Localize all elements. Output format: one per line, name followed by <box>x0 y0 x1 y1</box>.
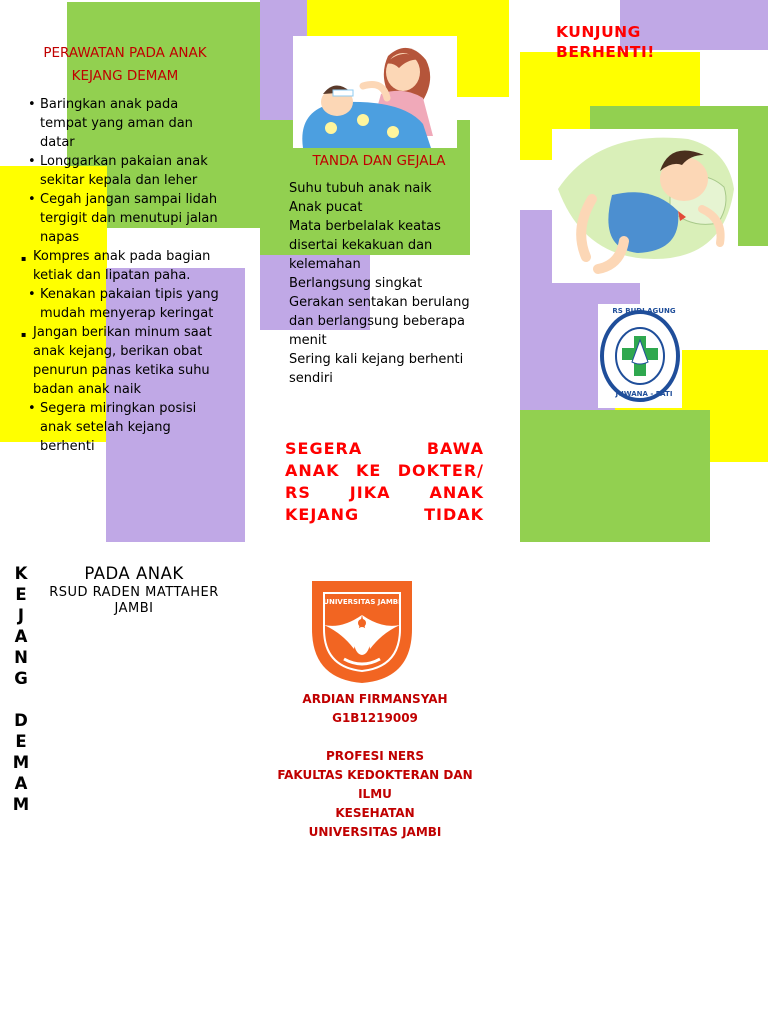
list-item: Sering kali kejang berhenti sendiri <box>289 352 464 386</box>
hospital-name: RSUD RADEN MATTAHER JAMBI <box>49 585 219 616</box>
cover-subtitle: PADA ANAK <box>84 564 184 583</box>
care-steps-list <box>21 95 228 456</box>
author-info: ARDIAN FIRMANSYAH G1B1219009 PROFESI NERS FAKULTAS KEDOKTERAN DAN ILMU KESEHATAN UNIVERSITAS JAMBI <box>262 690 488 842</box>
list-item: • Cegah jangan sampai lidah tergigit dan menutupi jalan napas <box>28 192 218 245</box>
list-item: Anak pucat <box>289 200 363 215</box>
list-item: • Baringkan anak pada tempat yang aman dan datar <box>28 97 193 150</box>
hospital-logo-text-top: RS BUDI AGUNG <box>612 307 676 315</box>
list-item: Suhu tubuh anak naik <box>289 181 432 196</box>
mother-child-illustration <box>293 36 457 148</box>
signs-title: TANDA DAN GEJALA <box>312 153 446 169</box>
headline: KUNJUNG BERHENTI! <box>556 23 655 61</box>
author-name: ARDIAN FIRMANSYAH <box>302 692 448 706</box>
list-item: Berlangsung singkat <box>289 276 423 291</box>
list-item: ▪ Kompres anak pada bagian ketiak dan lipatan paha. <box>21 249 211 283</box>
faculty: FAKULTAS KEDOKTERAN DAN ILMU <box>277 768 473 801</box>
list-item: • Longgarkan pakaian anak sekitar kepala dan leher <box>28 154 208 188</box>
list-item: • Segera miringkan posisi anak setelah kejang berhenti <box>28 401 197 454</box>
university-logo-text: UNIVERSITAS JAMBI <box>323 598 401 606</box>
list-item: ▪ Jangan berikan minum saat anak kejang, berikan obat penurun panas ketika suhu badan anak naik <box>21 325 212 397</box>
author-id: G1B1219009 <box>332 711 418 725</box>
signs-list <box>262 179 480 388</box>
seizing-child-illustration <box>552 129 738 283</box>
hospital-logo-text-bottom: JUWANA - PATI <box>615 390 673 398</box>
list-item: Mata berbelalak keatas disertai kekakuan dan kelemahan <box>289 219 441 272</box>
list-item: • Kenakan pakaian tipis yang mudah menyerap keringat <box>28 287 219 321</box>
list-item: Gerakan sentakan berulang dan berlangsung beberapa menit <box>289 295 470 348</box>
university-logo <box>304 571 420 687</box>
warning-text: SEGERA BAWA ANAK KE DOKTER/ RS JIKA ANAK KEJANG TIDAK <box>285 439 484 524</box>
university-name: UNIVERSITAS JAMBI <box>308 825 442 839</box>
vertical-title: K E J A N G D E M A M <box>12 564 30 814</box>
left-panel-title: PERAWATAN PADA ANAK KEJANG DEMAM <box>43 45 207 84</box>
program: PROFESI NERS <box>325 749 425 763</box>
bg-green-block <box>520 410 710 542</box>
